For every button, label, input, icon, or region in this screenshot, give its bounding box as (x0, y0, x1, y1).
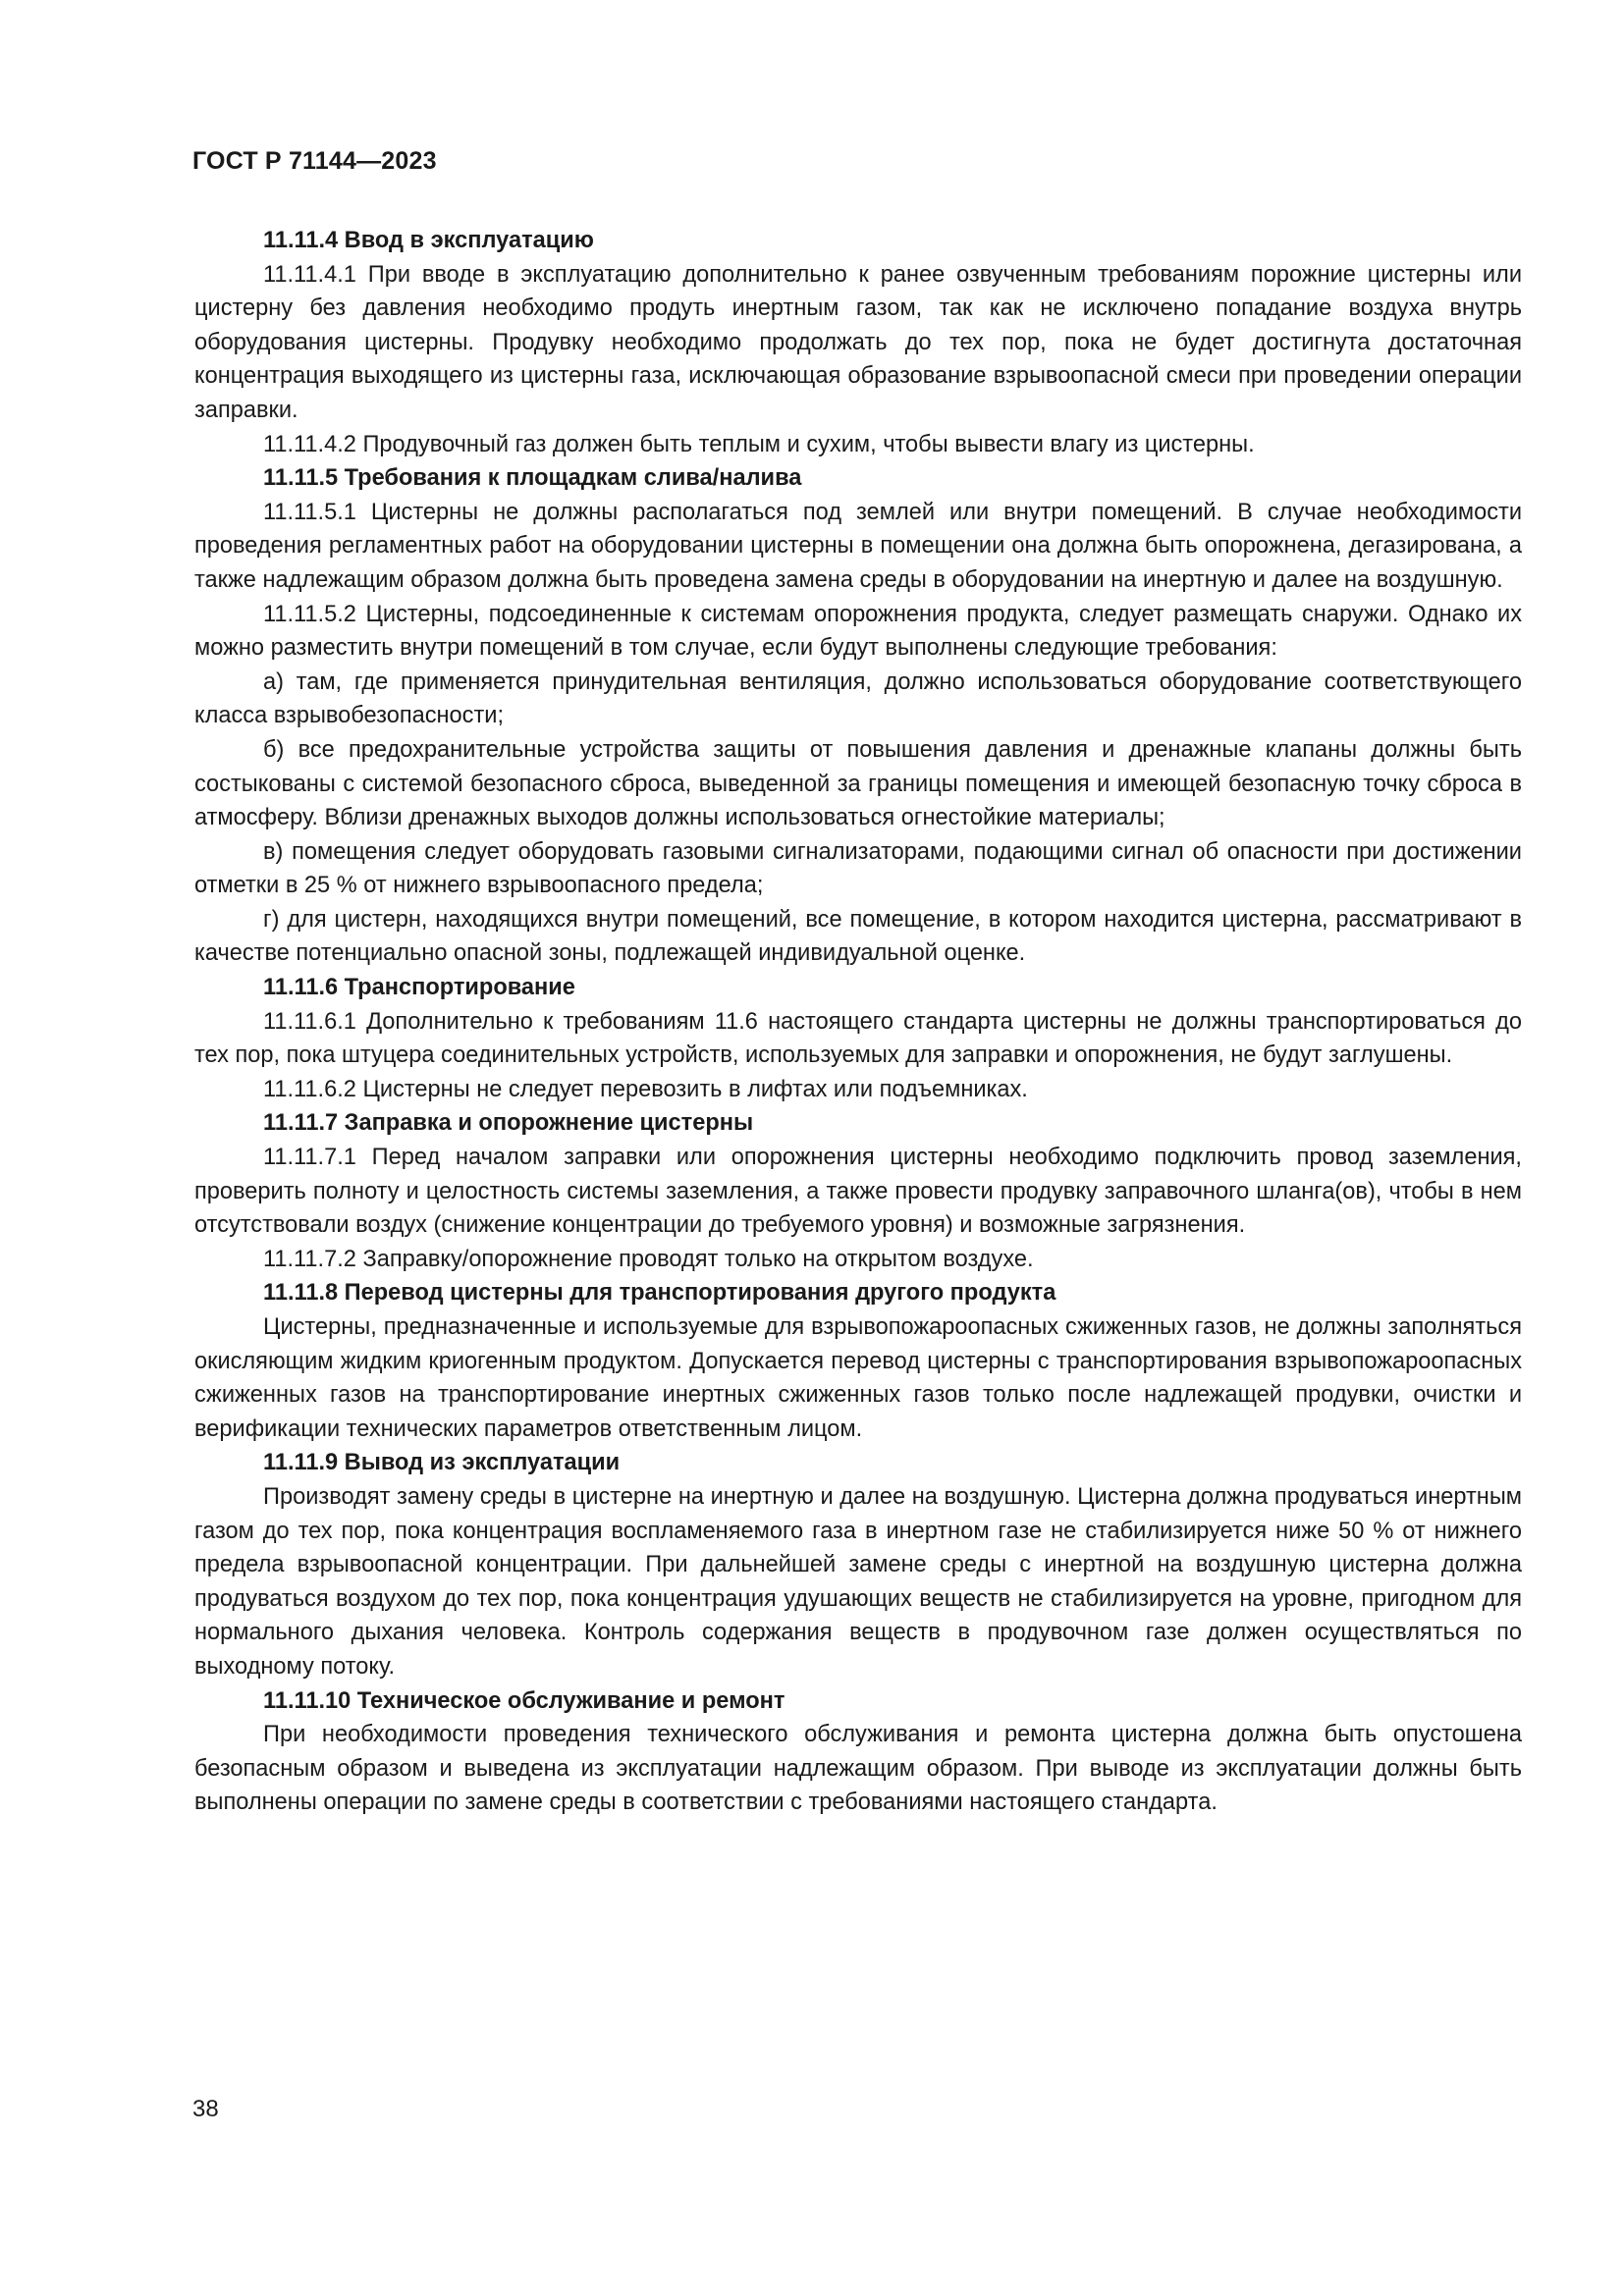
paragraph: 11.11.7.2 Заправку/опорожнение проводят только на открытом воздухе. (263, 1246, 1034, 1272)
paragraph: 11.11.6.2 Цистерны не следует перевозить в лифтах или подъемниках. (263, 1076, 1028, 1102)
paragraph: Производят замену среды в цистерне на инертную и далее на воздушную. Цистерна должна продуваться инертным газом до тех пор, пока концентрация воспламеняемого газа в инертном газе не стабилизируется ниже 50 % от нижнего предела взрывоопасной концентрации. При дальнейшей замене среды с инертной на воздушную цистерна должна продуваться воздухом до тех пор, пока концентрация удушающих веществ не стабилизируется на уровне, пригодном для нормального дыхания человека. Контроль содержания веществ в продувочном газе должен осуществляться по выходному потоку. (194, 1483, 1522, 1680)
list-item: г) для цистерн, находящихся внутри помещений, все помещение, в котором находится цистерна, рассматривают в качестве потенциально опасной зоны, подлежащей индивидуальной оценке. (194, 906, 1522, 967)
list-item: б) все предохранительные устройства защиты от повышения давления и дренажные клапаны должны быть состыкованы с системой безопасного сброса, выведенной за границы помещения и имеющей безопасную точку сброса в атмосферу. Вблизи дренажных выходов должны использоваться огнестойкие материалы; (194, 736, 1522, 831)
paragraph: 11.11.5.2 Цистерны, подсоединенные к системам опорожнения продукта, следует размещать снаружи. Однако их можно разместить внутри помещений в том случае, если будут выполнены следующие требования: (194, 601, 1522, 662)
paragraph: 11.11.6.1 Дополнительно к требованиям 11.6 настоящего стандарта цистерны не должны транспортироваться до тех пор, пока штуцера соединительных устройств, используемых для заправки и опорожнения, не будут заглушены. (194, 1008, 1522, 1069)
section-heading: 11.11.10 Техническое обслуживание и ремонт (263, 1687, 785, 1714)
document-header: ГОСТ Р 71144—2023 (192, 147, 437, 175)
document-body (194, 224, 1522, 1820)
section-heading: 11.11.7 Заправка и опорожнение цистерны (263, 1110, 754, 1137)
paragraph: Цистерны, предназначенные и используемые для взрывопожароопасных сжиженных газов, не должны заполняться окисляющим жидким криогенным продуктом. Допускается перевод цистерны с транспортирования взрывопожароопасных сжиженных газов на транспортирование инертных сжиженных газов только после надлежащей продувки, очистки и верификации технических параметров ответственным лицом. (194, 1314, 1522, 1442)
paragraph: 11.11.4.2 Продувочный газ должен быть теплым и сухим, чтобы вывести влагу из цистерны. (263, 431, 1255, 457)
section-heading: 11.11.5 Требования к площадкам слива/налива (263, 465, 802, 492)
section-heading: 11.11.6 Транспортирование (263, 975, 575, 1001)
paragraph: 11.11.4.1 При вводе в эксплуатацию дополнительно к ранее озвученным требованиям порожние цистерны или цистерну без давления необходимо продуть инертным газом, так как не исключено попадание воздуха внутрь оборудования цистерны. Продувку необходимо продолжать до тех пор, пока не будет достигнута достаточная концентрация выходящего из цистерны газа, исключающая образование взрывоопасной смеси при проведении операции заправки. (194, 261, 1522, 423)
section-heading: 11.11.9 Вывод из эксплуатации (263, 1450, 621, 1476)
list-item: а) там, где применяется принудительная вентиляция, должно использоваться оборудование соответствующего класса взрывобезопасности; (194, 668, 1522, 729)
list-item: в) помещения следует оборудовать газовыми сигнализаторами, подающими сигнал об опасности при достижении отметки в 25 % от нижнего взрывоопасного предела; (194, 838, 1522, 899)
page-number: 38 (192, 2096, 219, 2122)
paragraph: 11.11.5.1 Цистерны не должны располагаться под землей или внутри помещений. В случае необходимости проведения регламентных работ на оборудовании цистерны в помещении она должна быть опорожнена, дегазирована, а также надлежащим образом должна быть проведена замена среды в оборудовании на инертную и далее на воздушную. (194, 499, 1522, 593)
paragraph: 11.11.7.1 Перед началом заправки или опорожнения цистерны необходимо подключить провод заземления, проверить полноту и целостность системы заземления, а также провести продувку заправочного шланга(ов), чтобы в нем отсутствовали воздух (снижение концентрации до требуемого уровня) и возможные загрязнения. (194, 1145, 1522, 1239)
paragraph: При необходимости проведения технического обслуживания и ремонта цистерна должна быть опустошена безопасным образом и выведена из эксплуатации надлежащим образом. При выводе из эксплуатации должны быть выполнены операции по замене среды в соответствии с требованиями настоящего стандарта. (194, 1722, 1522, 1816)
section-heading: 11.11.8 Перевод цистерны для транспортирования другого продукта (263, 1280, 1056, 1307)
section-heading: 11.11.4 Ввод в эксплуатацию (263, 228, 594, 253)
